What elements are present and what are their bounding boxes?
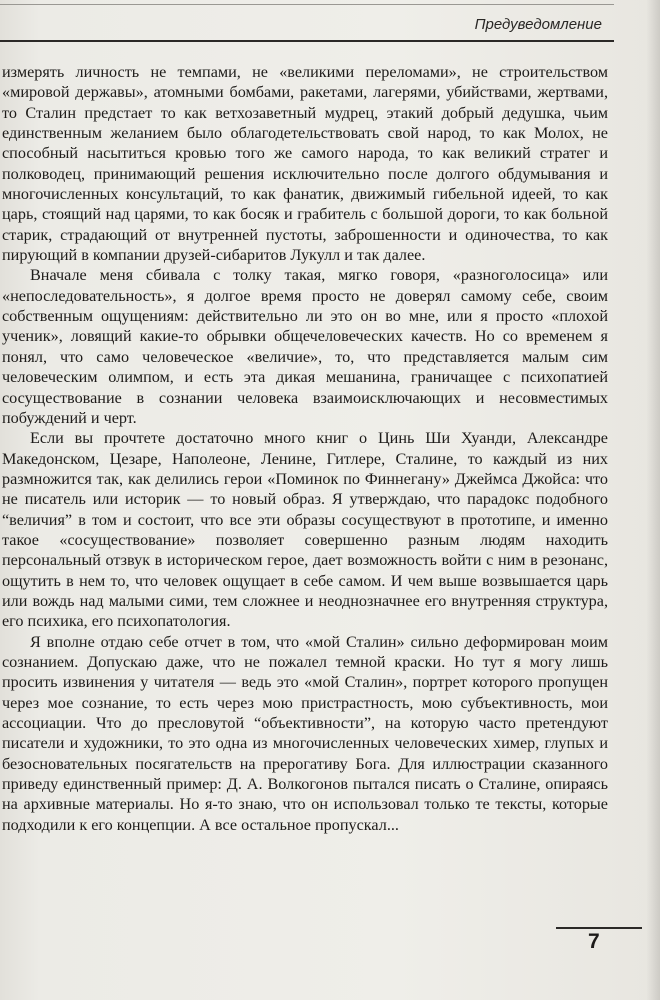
paragraph-continued: измерять личность не темпами, не «великими переломами», не строительством «мировой державы», атомными бомбами, ракетами, лагерями, убийствами, жертвами, то Сталин предстает то как ветхозаветный мудрец, этакий добрый дедушка, чьим единственным желанием было облагодетельствовать свой народ, то как Молох, не способный насытиться кровью того же самого народа, то как великий стратег и полководец, принимающий решения исключительно после долгого обдумывания и многочисленных консультаций, то как фанатик, движимый гибельной идеей, то как царь, стоящий над царями, то как босяк и грабитель с большой дороги, то как больной старик, страдающий от внутренней пустоты, заброшенности и одиночества, то как пирующий в компании друзей-сибаритов Лукулл и так далее.	[2, 63, 608, 265]
header-rule	[0, 40, 614, 42]
body-text	[2, 62, 608, 835]
paragraph: Если вы прочтете достаточно много книг о Цинь Ши Хуанди, Александре Македонском, Цезаре, Наполеоне, Ленине, Гитлере, Сталине, то каждый из них размножится так, как делились герои «Поминок по Финнегану» Джеймса Джойса: что не писатель или историк — то новый образ. Я утверждаю, что парадокс подобного “величия” в том и состоит, что все эти образы сосуществуют в прототипе, и именно такое «сосуществование» позволяет совершенно разным людям находить персональный отзвук в историческом герое, дает возможность войти с ним в резонанс, ощутить в нем то, что человек ощущает в себе самом. И чем выше возвышается царь или вождь над малыми сими, тем сложнее и неоднозначнее его внутренняя структура, его психика, его психопатология.	[2, 429, 608, 631]
header-top-rule	[0, 4, 614, 5]
footer-rule	[556, 927, 642, 929]
running-head: Предуведомление	[474, 16, 602, 33]
page-header	[0, 0, 660, 46]
paragraph: Я вполне отдаю себе отчет в том, что «мой Сталин» сильно деформирован моим сознанием. Допускаю даже, что не пожалел темной краски. Но тут я могу лишь просить извинения у читателя — ведь это «мой Сталин», портрет которого пропущен через мое сознание, то есть через мою пристрастность, мою субъективность, мои ассоциации. Что до пресловутой “объективности”, на которую часто претендуют писатели и художники, то это одна из многочисленных человеческих химер, глупых и безосновательных посягательств на прерогативу Бога. Для иллюстрации сказанного приведу единственный пример: Д. А. Волкогонов пытался писать о Сталине, опираясь на архивные материалы. Но я-то знаю, что он использовал только те тексты, которые подходили к его концепции. А все остальное пропускал...	[2, 632, 608, 834]
paragraph: Вначале меня сбивала с толку такая, мягко говоря, «разноголосица» или «непоследовательность», я долгое время просто не доверял самому себе, своим собственным ощущениям: действительно ли это он во мне, или я просто «плохой ученик», ловящий какие-то обрывки общечеловеческих качеств. Но со временем я понял, что само человеческое «величие», то, что представляется малым сим человеческим олимпом, и есть эта дикая мешанина, граничащее с психопатией сосуществование в сознании человека взаимоисключающих и несовместимых побуждений и черт.	[2, 266, 608, 427]
page-edge-shadow	[646, 0, 660, 1000]
page-number: 7	[588, 930, 600, 953]
